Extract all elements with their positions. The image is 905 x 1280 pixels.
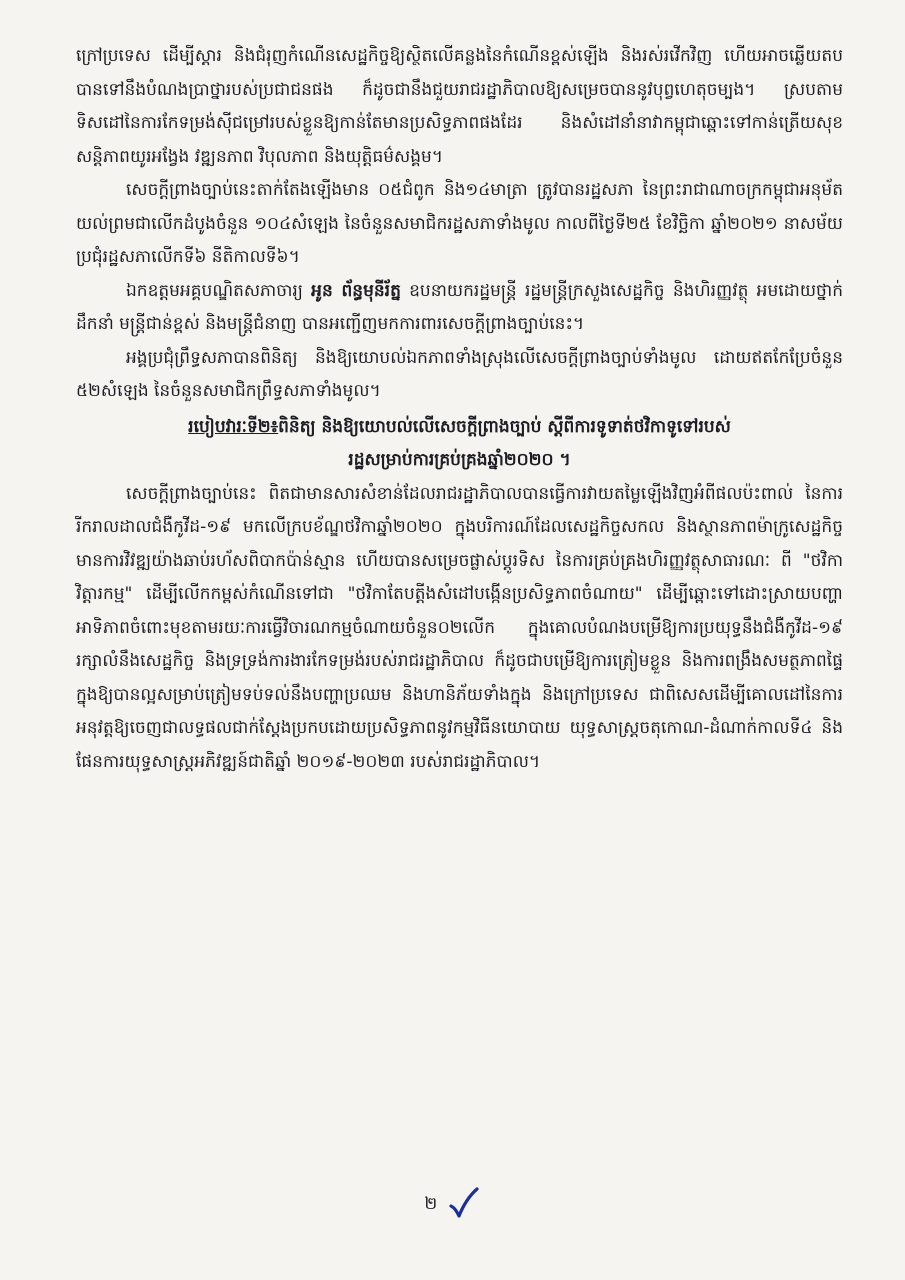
paragraph-4: អង្គប្រជុំព្រឹទ្ធសភាបានពិនិត្យ និងឱ្យយោបល់ឯកភាពទាំងស្រុងលើសេចក្តីព្រាងច្បាប់ទាំងមូល ដោយឥតកែប្រែចំនួន ៥២សំឡេង នៃចំនួនសមាជិកព្រឹទ្ធសភាទាំងមូល។ — [76, 347, 843, 401]
paragraph-2: សេចក្តីព្រាងច្បាប់នេះតាក់តែងឡើងមាន ០៥ជំពូក និង១៤មាត្រា ត្រូវបានរដ្ឋសភា នៃព្រះរាជាណាចក្រកម្ពុជាអនុម័តយល់ព្រមជាលើកដំបូងចំនួន ១០៤សំឡេង នៃចំនួនសមាជិករដ្ឋសភាទាំងមូល កាលពីថ្ងៃទី២៥ ខែវិច្ឆិកា ឆ្នាំ២០២១ នាសម័យប្រជុំរដ្ឋសភាលើកទី៦ នីតិកាលទី៦។ — [76, 180, 843, 267]
agenda-heading-line-2: រដ្ឋសម្រាប់ការគ្រប់គ្រងឆ្នាំ២០២០ ។ — [348, 450, 571, 470]
page-number: ២ — [424, 1194, 438, 1214]
paragraph-1: ក្រៅប្រទេស ដើម្បីស្តារ និងជំរុញកំណើនសេដ្ឋកិច្ចឱ្យស្ថិតលើគន្លងនៃកំណើនខ្ពស់ឡើង និងរស់រវើកវិញ ហើយអាចឆ្លើយតបបានទៅនឹងបំណងប្រាថ្នារបស់ប្រជាជនផង ក៏ដូចជានឹងជួយរាជរដ្ឋាភិបាលឱ្យសម្រេចបាននូវបុព្វហេតុចម្បង។ ស្របតាមទិសដៅនៃការកែទម្រង់ស៊ីជម្រៅរបស់ខ្លួនឱ្យកាន់តែមានប្រសិទ្ធភាពផងដែរ និងសំដៅនាំនាវាកម្ពុជាឆ្ពោះទៅកាន់ត្រើយសុខសន្តិភាពយូរអង្វែង វឌ្ឍនភាព វិបុលភាព និងយុត្តិធម៌សង្គម។ — [76, 46, 843, 167]
checkmark-icon — [447, 1186, 481, 1225]
paragraph-3-intro: ឯកឧត្តមអគ្គបណ្ឌិតសភាចារ្យ — [126, 280, 312, 301]
agenda-heading-line-1 — [76, 411, 843, 445]
agenda-title-part-1: ពិនិត្យ និងឱ្យយោបល់លើសេចក្តីព្រាងច្បាប់ ស្តីពីការទូទាត់ថវិកាទូទៅរបស់ — [278, 416, 731, 437]
page-footer — [0, 1186, 905, 1225]
paragraph-3-rest: ឧបនាយករដ្ឋមន្ត្រី រដ្ឋមន្ត្រីក្រសួងសេដ្ឋកិច្ច និងហិរញ្ញវត្ថុ អមដោយថ្នាក់ដឹកនាំ មន្ត្រីជាន់ខ្ពស់ និងមន្ត្រីជំនាញ បានអញ្ជើញមកការពារសេចក្តីព្រាងច្បាប់នេះ។ — [76, 280, 843, 334]
paragraph-3 — [76, 275, 843, 342]
paragraph-5: សេចក្តីព្រាងច្បាប់នេះ ពិតជាមានសារសំខាន់ដែលរាជរដ្ឋាភិបាលបានធ្វើការវាយតម្លៃឡើងវិញអំពីផលប៉ះពាល់ នៃការរីករាលដាលជំងឺកូវីដ-១៩ មកលើក្របខ័ណ្ឌថវិកាឆ្នាំ២០២០ ក្នុងបរិការណ៍ដែលសេដ្ឋកិច្ចសកល និងស្ថានភាពម៉ាក្រូសេដ្ឋកិច្ច មានការវិវឌ្ឍយ៉ាងឆាប់រហ័សពិបាកប៉ាន់ស្មាន ហើយបានសម្រេចផ្លាស់ប្តូរទិស នៃការគ្រប់គ្រងហិរញ្ញវត្ថុសាធារណៈ ពី "ថវិកាវិត្តារកម្ម" ដើម្បីលើកកម្ពស់កំណើនទៅជា "ថវិកាតែបត្តីងសំដៅបង្កើនប្រសិទ្ធភាពចំណាយ" ដើម្បីឆ្ពោះទៅដោះស្រាយបញ្ហាអាទិភាពចំពោះមុខតាមរយៈការធ្វើវិចារណកម្មចំណាយចំនួន០២លើក ក្នុងគោលបំណងបម្រើឱ្យការប្រយុទ្ធនឹងជំងឺកូវីដ-១៩ រក្សាលំនឹងសេដ្ឋកិច្ច និងទ្រទ្រង់ការងារកែទម្រង់របស់រាជរដ្ឋាភិបាល ក៏ដូចជាបម្រើឱ្យការត្រៀមខ្លួន និងការពង្រឹងសមត្ថភាពផ្ទៃក្នុងឱ្យបានល្អសម្រាប់ត្រៀមទប់ទល់នឹងបញ្ហាប្រឈម និងហានិភ័យទាំងក្នុង និងក្រៅប្រទេស ជាពិសេសដើម្បីគោលដៅនៃការអនុវត្តឱ្យចេញជាលទ្ធផលជាក់ស្តែងប្រកបដោយប្រសិទ្ធភាពនូវកម្មវិធីនយោបាយ យុទ្ធសាស្ត្រចតុកោណ-ដំណាក់កាលទី៤ និងផែនការយុទ្ធសាស្ត្រអភិវឌ្ឍន៍ជាតិឆ្នាំ ២០១៩-២០២៣ របស់រាជរដ្ឋាភិបាល។ — [76, 483, 843, 772]
agenda-label: របៀបវារៈទី២៖ — [188, 416, 279, 437]
agenda-heading — [76, 411, 843, 478]
minister-name: អូន ព័ន្ធមុនីរ័ត្ន — [311, 280, 401, 301]
